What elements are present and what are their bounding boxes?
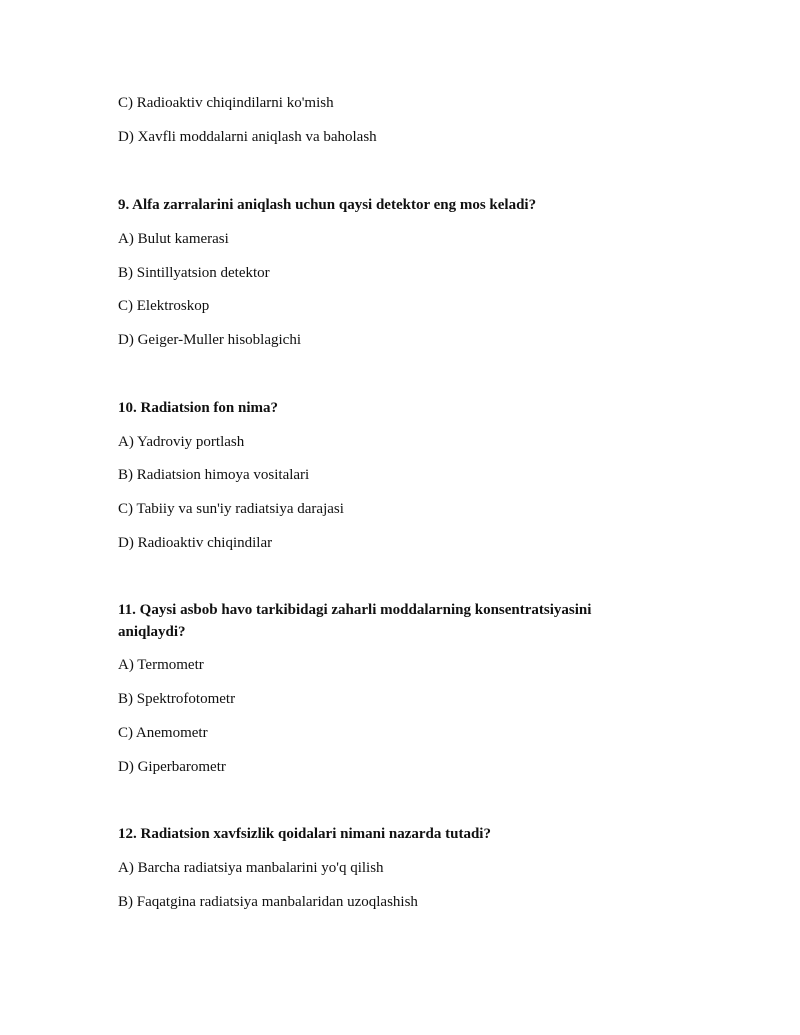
question-12-option-b: B) Faqatgina radiatsiya manbalaridan uzoqlashish <box>118 894 418 910</box>
question-9-option-a: A) Bulut kamerasi <box>118 231 229 247</box>
question-12: 12. Radiatsion xavfsizlik qoidalari nimani nazarda tutadi? <box>118 826 491 842</box>
answer-option-c: C) Radioaktiv chiqindilarni ko'mish <box>118 95 334 111</box>
question-11-option-a: A) Termometr <box>118 657 204 673</box>
question-9-option-d: D) Geiger-Muller hisoblagichi <box>118 332 301 348</box>
question-9: 9. Alfa zarralarini aniqlash uchun qaysi detektor eng mos keladi? <box>118 197 537 213</box>
question-10-option-a: A) Yadroviy portlash <box>118 434 245 450</box>
question-11-option-b: B) Spektrofotometr <box>118 691 236 707</box>
answer-option-d: D) Xavfli moddalarni aniqlash va baholash <box>118 129 377 145</box>
question-10: 10. Radiatsion fon nima? <box>118 400 279 416</box>
question-11-option-d: D) Giperbarometr <box>118 759 226 775</box>
question-10-option-d: D) Radioaktiv chiqindilar <box>118 535 273 551</box>
question-10-option-c: C) Tabiiy va sun'iy radiatsiya darajasi <box>118 501 344 517</box>
question-10-option-b: B) Radiatsion himoya vositalari <box>118 467 310 483</box>
question-11-option-c: C) Anemometr <box>118 725 208 741</box>
question-11: 11. Qaysi asbob havo tarkibidagi zaharli moddalarning konsentratsiyasini aniqlaydi? <box>118 602 592 640</box>
question-12-option-a: A) Barcha radiatsiya manbalarini yo'q qilish <box>118 860 384 876</box>
question-9-option-b: B) Sintillyatsion detektor <box>118 265 270 281</box>
question-9-option-c: C) Elektroskop <box>118 298 210 314</box>
